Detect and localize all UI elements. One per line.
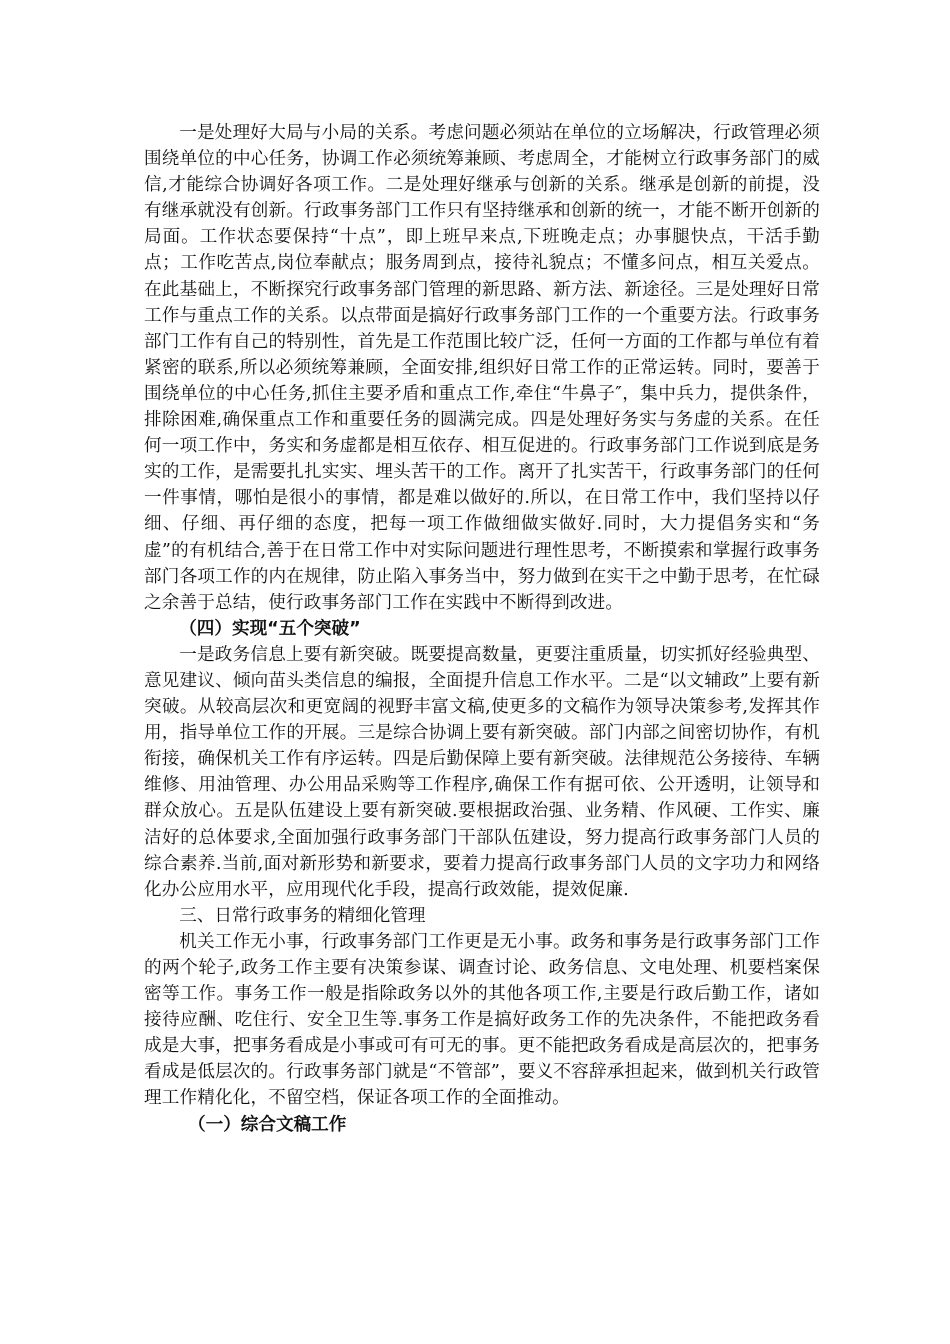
paragraph-no-small-matters: 机关工作无小事，行政事务部门工作更是无小事。政务和事务是行政事务部门工作的两个轮子,政务工作主要有决策参谋、调查讨论、政务信息、文电处理、机要档案保密等工作。事务工作一般是指除政务以外的其他各项工作,主要是行政后勤工作，诸如接待应酬、吃住行、安全卫生等.事务工作是搞好政务工作的先决条件，不能把政务看成是大事，把事务看成是小事或可有可无的事。更不能把政务看成是高层次的，把事务看成是低层次的。行政事务部门就是“不管部”，要义不容辞承担起来，做到机关行政管理工作精化化，不留空档，保证各项工作的全面推动。 xyxy=(144,931,820,1109)
paragraph-relationships: 一是处理好大局与小局的关系。考虑问题必须站在单位的立场解决，行政管理必须围绕单位的中心任务，协调工作必须统筹兼顾、考虑周全，才能树立行政事务部门的威信,才能综合协调好各项工作。二是处理好继承与创新的关系。继承是创新的前提，没有继承就没有创新。行政事务部门工作只有坚持继承和创新的统一，才能不断开创新的局面。工作状态要保持“十点”，即上班早来点,下班晚走点；办事腿快点，干活手勤点；工作吃苦点,岗位奉献点；服务周到点，接待礼貌点；不懂多问点，相互关爱点。在此基础上，不断探究行政事务部门管理的新思路、新方法、新途径。三是处理好日常工作与重点工作的关系。以点带面是搞好行政事务部门工作的一个重要方法。行政事务部门工作有自己的特别性，首先是工作范围比较广泛，任何一方面的工作都与单位有着紧密的联系,所以必须统筹兼顾，全面安排,组织好日常工作的正常运转。同时，要善于围绕单位的中心任务,抓住主要矛盾和重点工作,牵住“牛鼻子″，集中兵力，提供条件，排除困难,确保重点工作和重要任务的圆满完成。四是处理好务实与务虚的关系。在任何一项工作中，务实和务虚都是相互依存、相互促进的。行政事务部门工作说到底是务实的工作，是需要扎扎实实、埋头苦干的工作。离开了扎实苦干，行政事务部门的任何一件事情，哪怕是很小的事情，都是难以做好的.所以，在日常工作中，我们坚持以仔细、仔细、再仔细的态度，把每一项工作做细做实做好.同时，大力提倡务实和“务虚”的有机结合,善于在日常工作中对实际问题进行理性思考，不断摸索和掌握行政事务部门各项工作的内在规律，防止陷入事务当中，努力做到在实干之中勤于思考，在忙碌之余善于总结，使行政事务部门工作在实践中不断得到改进。 xyxy=(144,123,820,613)
document-page xyxy=(144,120,820,1138)
heading-comprehensive-drafting: （一）综合文稿工作 xyxy=(188,1114,347,1135)
heading-five-breakthroughs: （四）实现“五个突破” xyxy=(179,618,361,639)
section-title-fine-management: 三、日常行政事务的精细化管理 xyxy=(179,905,426,926)
paragraph-breakthroughs: 一是政务信息上要有新突破。既要提高数量，更要注重质量，切实抓好经验典型、意见建议、倾向苗头类信息的编报，全面提升信息工作水平。二是“以文辅政”上要有新突破。从较高层次和更宽阔的视野丰富文稿,使更多的文稿作为领导决策参考,发挥其作用，指导单位工作的开展。三是综合协调上要有新突破。部门内部之间密切协作，有机衔接，确保机关工作有序运转。四是后勤保障上要有新突破。法律规范公务接待、车辆维修、用油管理、办公用品采购等工作程序,确保工作有据可依、公开透明，让领导和群众放心。五是队伍建设上要有新突破.要根据政治强、业务精、作风硬、工作实、廉洁好的总体要求,全面加强行政事务部门干部队伍建设，努力提高行政事务部门人员的综合素养.当前,面对新形势和新要求，要着力提高行政事务部门人员的文字功力和网络化办公应用水平，应用现代化手段，提高行政效能，提效促廉. xyxy=(144,644,820,900)
